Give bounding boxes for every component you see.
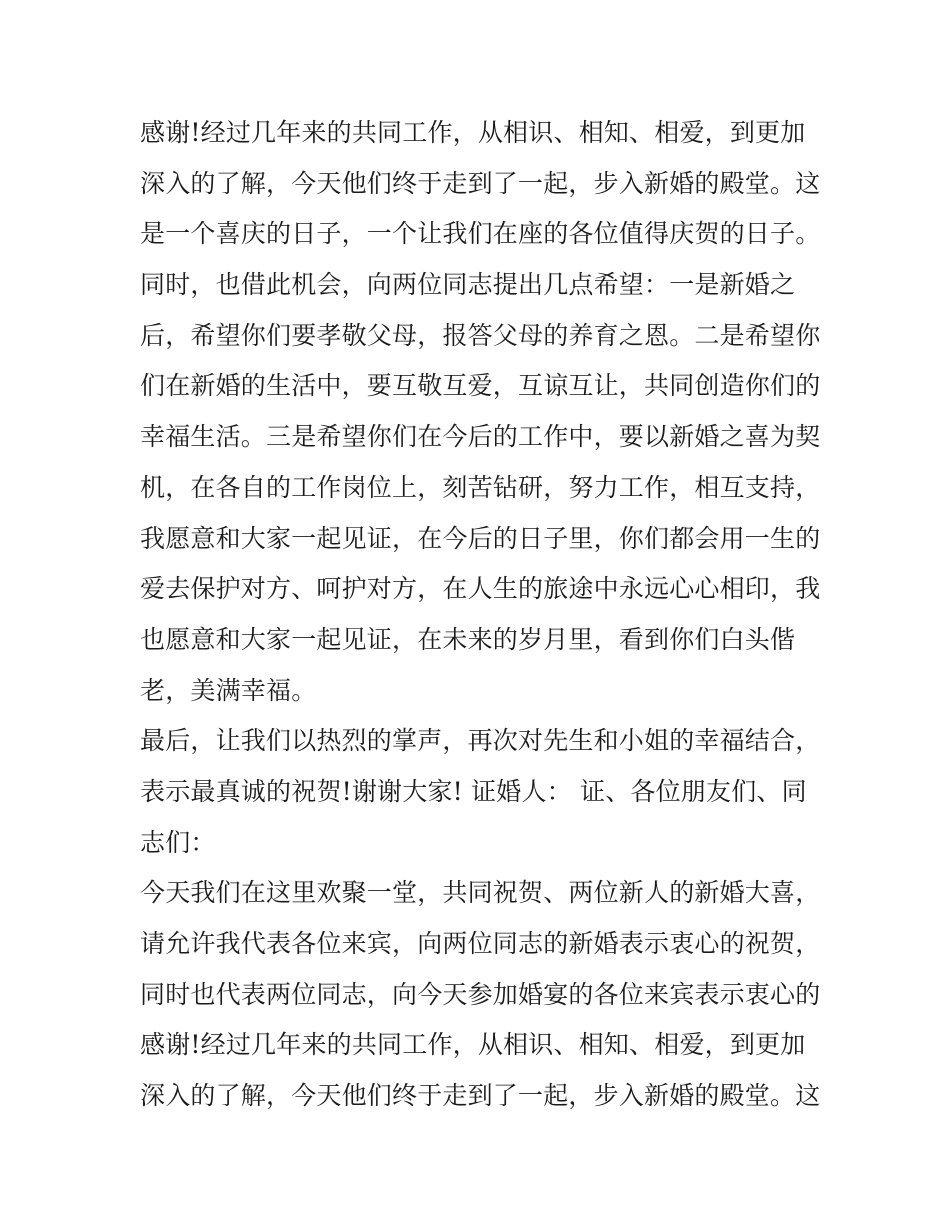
text-line-16: 今天我们在这里欢聚一堂，共同祝贺、两位新人的新婚大喜，	[140, 878, 821, 908]
text-line-9: 我愿意和大家一起见证，在今后的日子里，你们都会用一生的	[140, 523, 821, 553]
text-line-11: 也愿意和大家一起见证，在未来的岁月里，看到你们白头偕	[140, 624, 796, 654]
text-line-13: 最后，让我们以热烈的掌声，再次对先生和小姐的幸福结合，	[140, 726, 821, 756]
text-line-8: 机，在各自的工作岗位上，刻苦钻研，努力工作，相互支持，	[140, 472, 821, 502]
text-line-3: 是一个喜庆的日子，一个让我们在座的各位值得庆贺的日子。	[140, 219, 821, 249]
text-line-10: 爱去保护对方、呵护对方，在人生的旅途中永远心心相印，我	[140, 574, 821, 604]
text-line-15: 志们：	[140, 827, 216, 857]
text-line-14: 表示最真诚的祝贺!谢谢大家! 证婚人： 证、各位朋友们、同	[140, 776, 807, 806]
text-line-6: 们在新婚的生活中，要互敬互爱，互谅互让，共同创造你们的	[140, 371, 821, 401]
text-line-20: 深入的了解，今天他们终于走到了一起，步入新婚的殿堂。这	[140, 1081, 821, 1111]
text-line-7: 幸福生活。三是希望你们在今后的工作中，要以新婚之喜为契	[140, 422, 821, 452]
text-line-18: 同时也代表两位同志，向今天参加婚宴的各位来宾表示衷心的	[140, 979, 821, 1009]
text-line-2: 深入的了解，今天他们终于走到了一起，步入新婚的殿堂。这	[140, 168, 821, 198]
text-line-1: 感谢!经过几年来的共同工作，从相识、相知、相爱，到更加	[140, 118, 806, 147]
text-line-4: 同时，也借此机会，向两位同志提出几点希望：一是新婚之	[140, 270, 796, 300]
text-line-19: 感谢!经过几年来的共同工作，从相识、相知、相爱，到更加	[140, 1030, 806, 1060]
text-line-12: 老，美满幸福。	[140, 675, 317, 705]
text-line-17: 请允许我代表各位来宾，向两位同志的新婚表示衷心的祝贺，	[140, 929, 821, 958]
text-line-5: 后，希望你们要孝敬父母，报答父母的养育之恩。二是希望你	[140, 320, 821, 350]
body-text	[140, 108, 820, 1122]
